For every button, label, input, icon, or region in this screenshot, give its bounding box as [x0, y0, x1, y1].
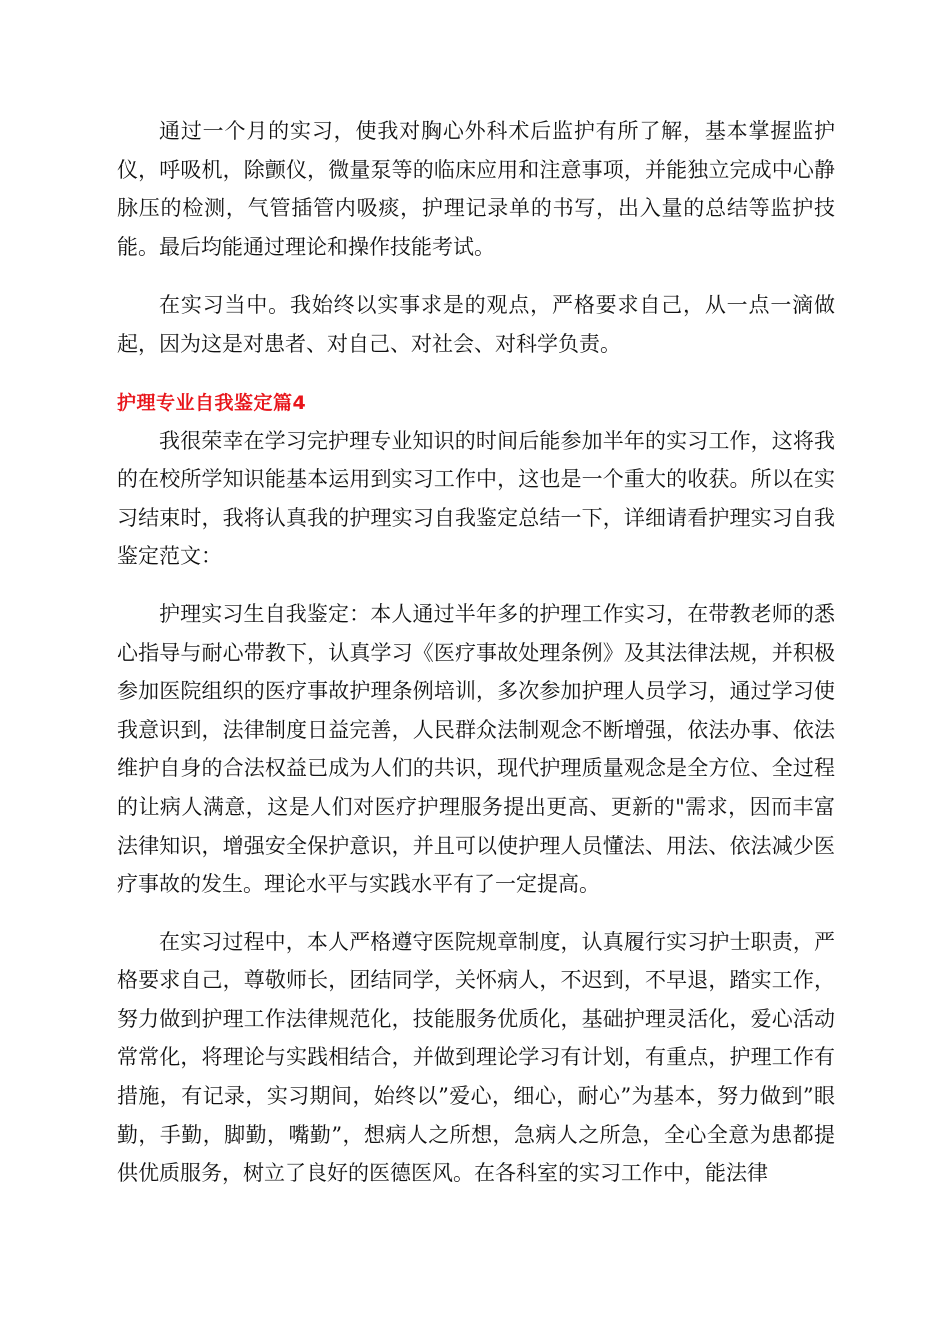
- section-heading: 护理专业自我鉴定篇4: [117, 391, 307, 414]
- paragraph-icu-monitoring: 通过一个月的实习，使我对胸心外科术后监护有所了解，基本掌握监护仪，呼吸机，除颤仪，微量泵等的临床应用和注意事项，并能独立完成中心静脉压的检测，气管插管内吸痰，护理记录单的书写，出入量的总结等监护技能。最后均能通过理论和操作技能考试。: [117, 119, 835, 259]
- paragraph-introduction: 我很荣幸在学习完护理专业知识的时间后能参加半年的实习工作，这将我的在校所学知识能基本运用到实习工作中，这也是一个重大的收获。所以在实习结束时，我将认真我的护理实习自我鉴定总结一下，详细请看护理实习自我鉴定范文：: [117, 428, 835, 569]
- paragraph-self-assessment: 护理实习生自我鉴定：本人通过半年多的护理工作实习，在带教老师的悉心指导与耐心带教下，认真学习《医疗事故处理条例》及其法律法规，并积极参加医院组织的医疗事故护理条例培训，多次参加护理人员学习，通过学习使我意识到，法律制度日益完善，人民群众法制观念不断增强，依法办事、依法维护自身的合法权益已成为人们的共识，现代护理质量观念是全方位、全过程的让病人满意，这是人们对医疗护理服务提出更高、更新的"需求，因而丰富法律知识，增强安全保护意识，并且可以使护理人员懂法、用法、依法减少医疗事故的发生。理论水平与实践水平有了一定提高。: [117, 601, 835, 897]
- paragraph-internship-conduct: 在实习过程中，本人严格遵守医院规章制度，认真履行实习护士职责，严格要求自己，尊敬师长，团结同学，关怀病人，不迟到，不早退，踏实工作，努力做到护理工作法律规范化，技能服务优质化，基础护理灵活化，爱心活动常常化，将理论与实践相结合，并做到理论学习有计划，有重点，护理工作有措施，有记录，实习期间，始终以”爱心，细心，耐心”为基本，努力做到”眼勤，手勤，脚勤，嘴勤”，想病人之所想，急病人之所急，全心全意为患都提供优质服务，树立了良好的医德医风。在各科室的实习工作中，能法律: [117, 929, 835, 1186]
- paragraph-practical-attitude: 在实习当中。我始终以实事求是的观点，严格要求自己，从一点一滴做起，因为这是对患者、对自己、对社会、对科学负责。: [117, 293, 835, 356]
